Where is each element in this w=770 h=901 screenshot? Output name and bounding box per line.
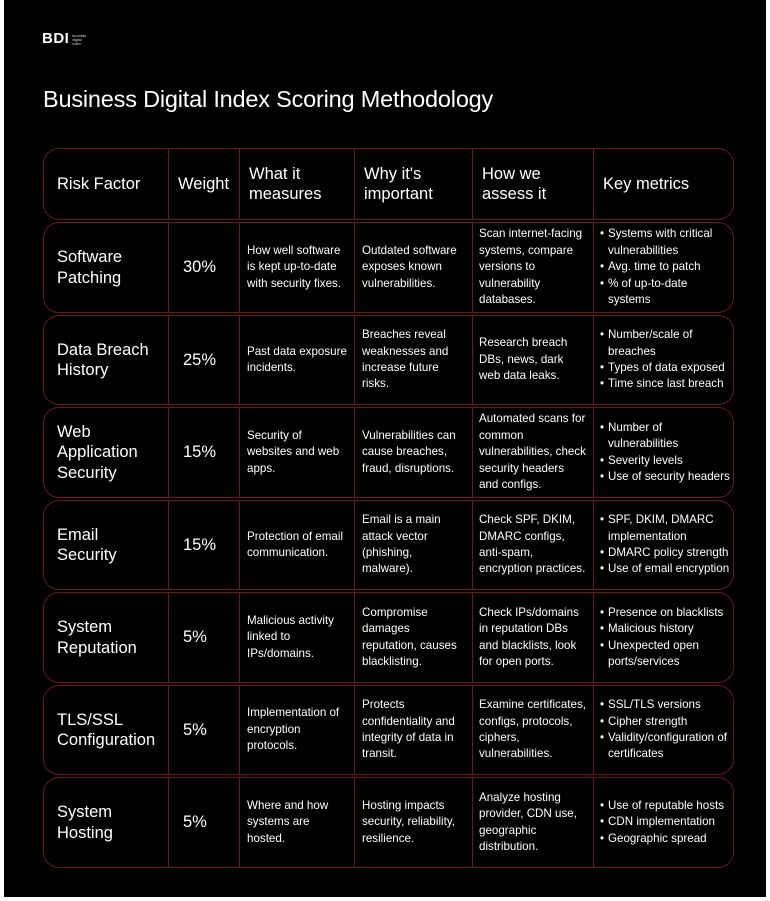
metric-item: • CDN implementation — [600, 814, 724, 830]
risk-factor-name: Software Patching — [57, 248, 123, 287]
table-row — [43, 500, 734, 590]
bdi-logo — [42, 31, 86, 47]
key-metrics-cell — [593, 223, 733, 312]
risk-factor-name: Data Breach History — [57, 340, 149, 379]
key-metrics-cell — [593, 316, 733, 404]
why-important-text: Email is a main attack vector (phishing, malware). — [354, 501, 472, 589]
infographic-canvas — [4, 0, 766, 897]
key-metrics-cell — [593, 501, 733, 589]
metric-item: • Geographic spread — [600, 831, 724, 847]
weight-value: 15% — [168, 408, 239, 497]
header-why-important: Why it's important — [354, 149, 472, 219]
key-metrics-cell — [593, 686, 733, 774]
risk-factor-name: TLS/SSL Configuration — [57, 710, 156, 749]
metric-item: • Presence on blacklists — [600, 605, 731, 621]
header-risk-factor: Risk Factor — [57, 175, 141, 193]
metric-item: • % of up-to-date systems — [600, 276, 731, 309]
what-measures-text: Past data exposure incidents. — [239, 316, 354, 404]
why-important-text: Outdated software exposes known vulnerabilities. — [354, 223, 472, 312]
key-metrics-cell — [593, 593, 733, 682]
key-metrics-cell — [593, 408, 733, 497]
how-assess-text: Examine certificates, configs, protocols, ciphers, vulnerabilities. — [472, 686, 593, 774]
why-important-text: Breaches reveal weaknesses and increase future risks. — [354, 316, 472, 404]
logo-subtext — [72, 34, 86, 46]
table-row — [43, 592, 734, 683]
how-assess-text: Automated scans for common vulnerabilities, check security headers and configs. — [472, 408, 593, 497]
table-header-row — [43, 148, 734, 220]
what-measures-text: Security of websites and web apps. — [239, 408, 354, 497]
weight-value: 5% — [168, 593, 239, 682]
weight-value: 5% — [168, 686, 239, 774]
metric-item: • Time since last breach — [600, 376, 731, 392]
metric-item: • Malicious history — [600, 621, 731, 637]
metric-item: • Severity levels — [600, 453, 731, 469]
header-key-metrics: Key metrics — [593, 149, 733, 219]
key-metrics-list — [600, 605, 731, 671]
risk-factor-name: System Reputation — [57, 618, 137, 657]
how-assess-text: Check SPF, DKIM, DMARC configs, anti-spam, encryption practices. — [472, 501, 593, 589]
what-measures-text: How well software is kept up-to-date with security fixes. — [239, 223, 354, 312]
key-metrics-cell — [593, 778, 733, 867]
what-measures-text: Where and how systems are hosted. — [239, 778, 354, 867]
metric-item: • Use of security headers — [600, 469, 731, 485]
metric-item: • Cipher strength — [600, 714, 731, 730]
metric-item: • Use of email encryption — [600, 561, 731, 577]
logo-sub-line: business — [72, 33, 87, 38]
what-measures-text: Malicious activity linked to IPs/domains. — [239, 593, 354, 682]
risk-factor-name: Web Application Security — [57, 422, 138, 482]
key-metrics-list — [600, 327, 731, 393]
why-important-text: Protects confidentiality and integrity of data in transit. — [354, 686, 472, 774]
weight-value: 15% — [168, 501, 239, 589]
table-row — [43, 315, 734, 405]
header-weight: Weight — [168, 149, 239, 219]
how-assess-text: Analyze hosting provider, CDN use, geographic distribution. — [472, 778, 593, 867]
key-metrics-list — [600, 512, 731, 578]
what-measures-text: Protection of email communication. — [239, 501, 354, 589]
key-metrics-list — [600, 798, 724, 847]
weight-value: 30% — [168, 223, 239, 312]
metric-item: • Number of vulnerabilities — [600, 420, 731, 453]
why-important-text: Vulnerabilities can cause breaches, fraud, disruptions. — [354, 408, 472, 497]
table-row — [43, 222, 734, 313]
key-metrics-list — [600, 226, 731, 308]
metric-item: • Systems with critical vulnerabilities — [600, 226, 731, 259]
page-title: Business Digital Index Scoring Methodology — [43, 86, 494, 112]
why-important-text: Hosting impacts security, reliability, resilience. — [354, 778, 472, 867]
header-what-measures: What it measures — [239, 149, 354, 219]
what-measures-text: Implementation of encryption protocols. — [239, 686, 354, 774]
metric-item: • Avg. time to patch — [600, 259, 731, 275]
risk-factor-name: System Hosting — [57, 803, 113, 842]
header-how-assess: How we assess it — [472, 149, 593, 219]
metric-item: • Types of data exposed — [600, 360, 731, 376]
table-row — [43, 685, 734, 775]
table-row — [43, 407, 734, 498]
weight-value: 5% — [168, 778, 239, 867]
metric-item: • Number/scale of breaches — [600, 327, 731, 360]
logo-sub-line: digital — [72, 37, 82, 42]
why-important-text: Compromise damages reputation, causes blacklisting. — [354, 593, 472, 682]
metric-item: • DMARC policy strength — [600, 545, 731, 561]
weight-value: 25% — [168, 316, 239, 404]
logo-mark: BDI — [42, 30, 70, 47]
metric-item: • Unexpected open ports/services — [600, 638, 731, 671]
how-assess-text: Check IPs/domains in reputation DBs and blacklists, look for open ports. — [472, 593, 593, 682]
risk-factor-name: Email Security — [57, 525, 117, 564]
how-assess-text: Scan internet-facing systems, compare versions to vulnerability databases. — [472, 223, 593, 312]
metric-item: • Validity/configuration of certificates — [600, 730, 731, 763]
table-row — [43, 777, 734, 868]
metric-item: • SSL/TLS versions — [600, 697, 731, 713]
methodology-table — [43, 148, 734, 870]
key-metrics-list — [600, 420, 731, 486]
how-assess-text: Research breach DBs, news, dark web data leaks. — [472, 316, 593, 404]
metric-item: • Use of reputable hosts — [600, 798, 724, 814]
metric-item: • SPF, DKIM, DMARC implementation — [600, 512, 731, 545]
logo-sub-line: index — [72, 41, 81, 46]
key-metrics-list — [600, 697, 731, 763]
